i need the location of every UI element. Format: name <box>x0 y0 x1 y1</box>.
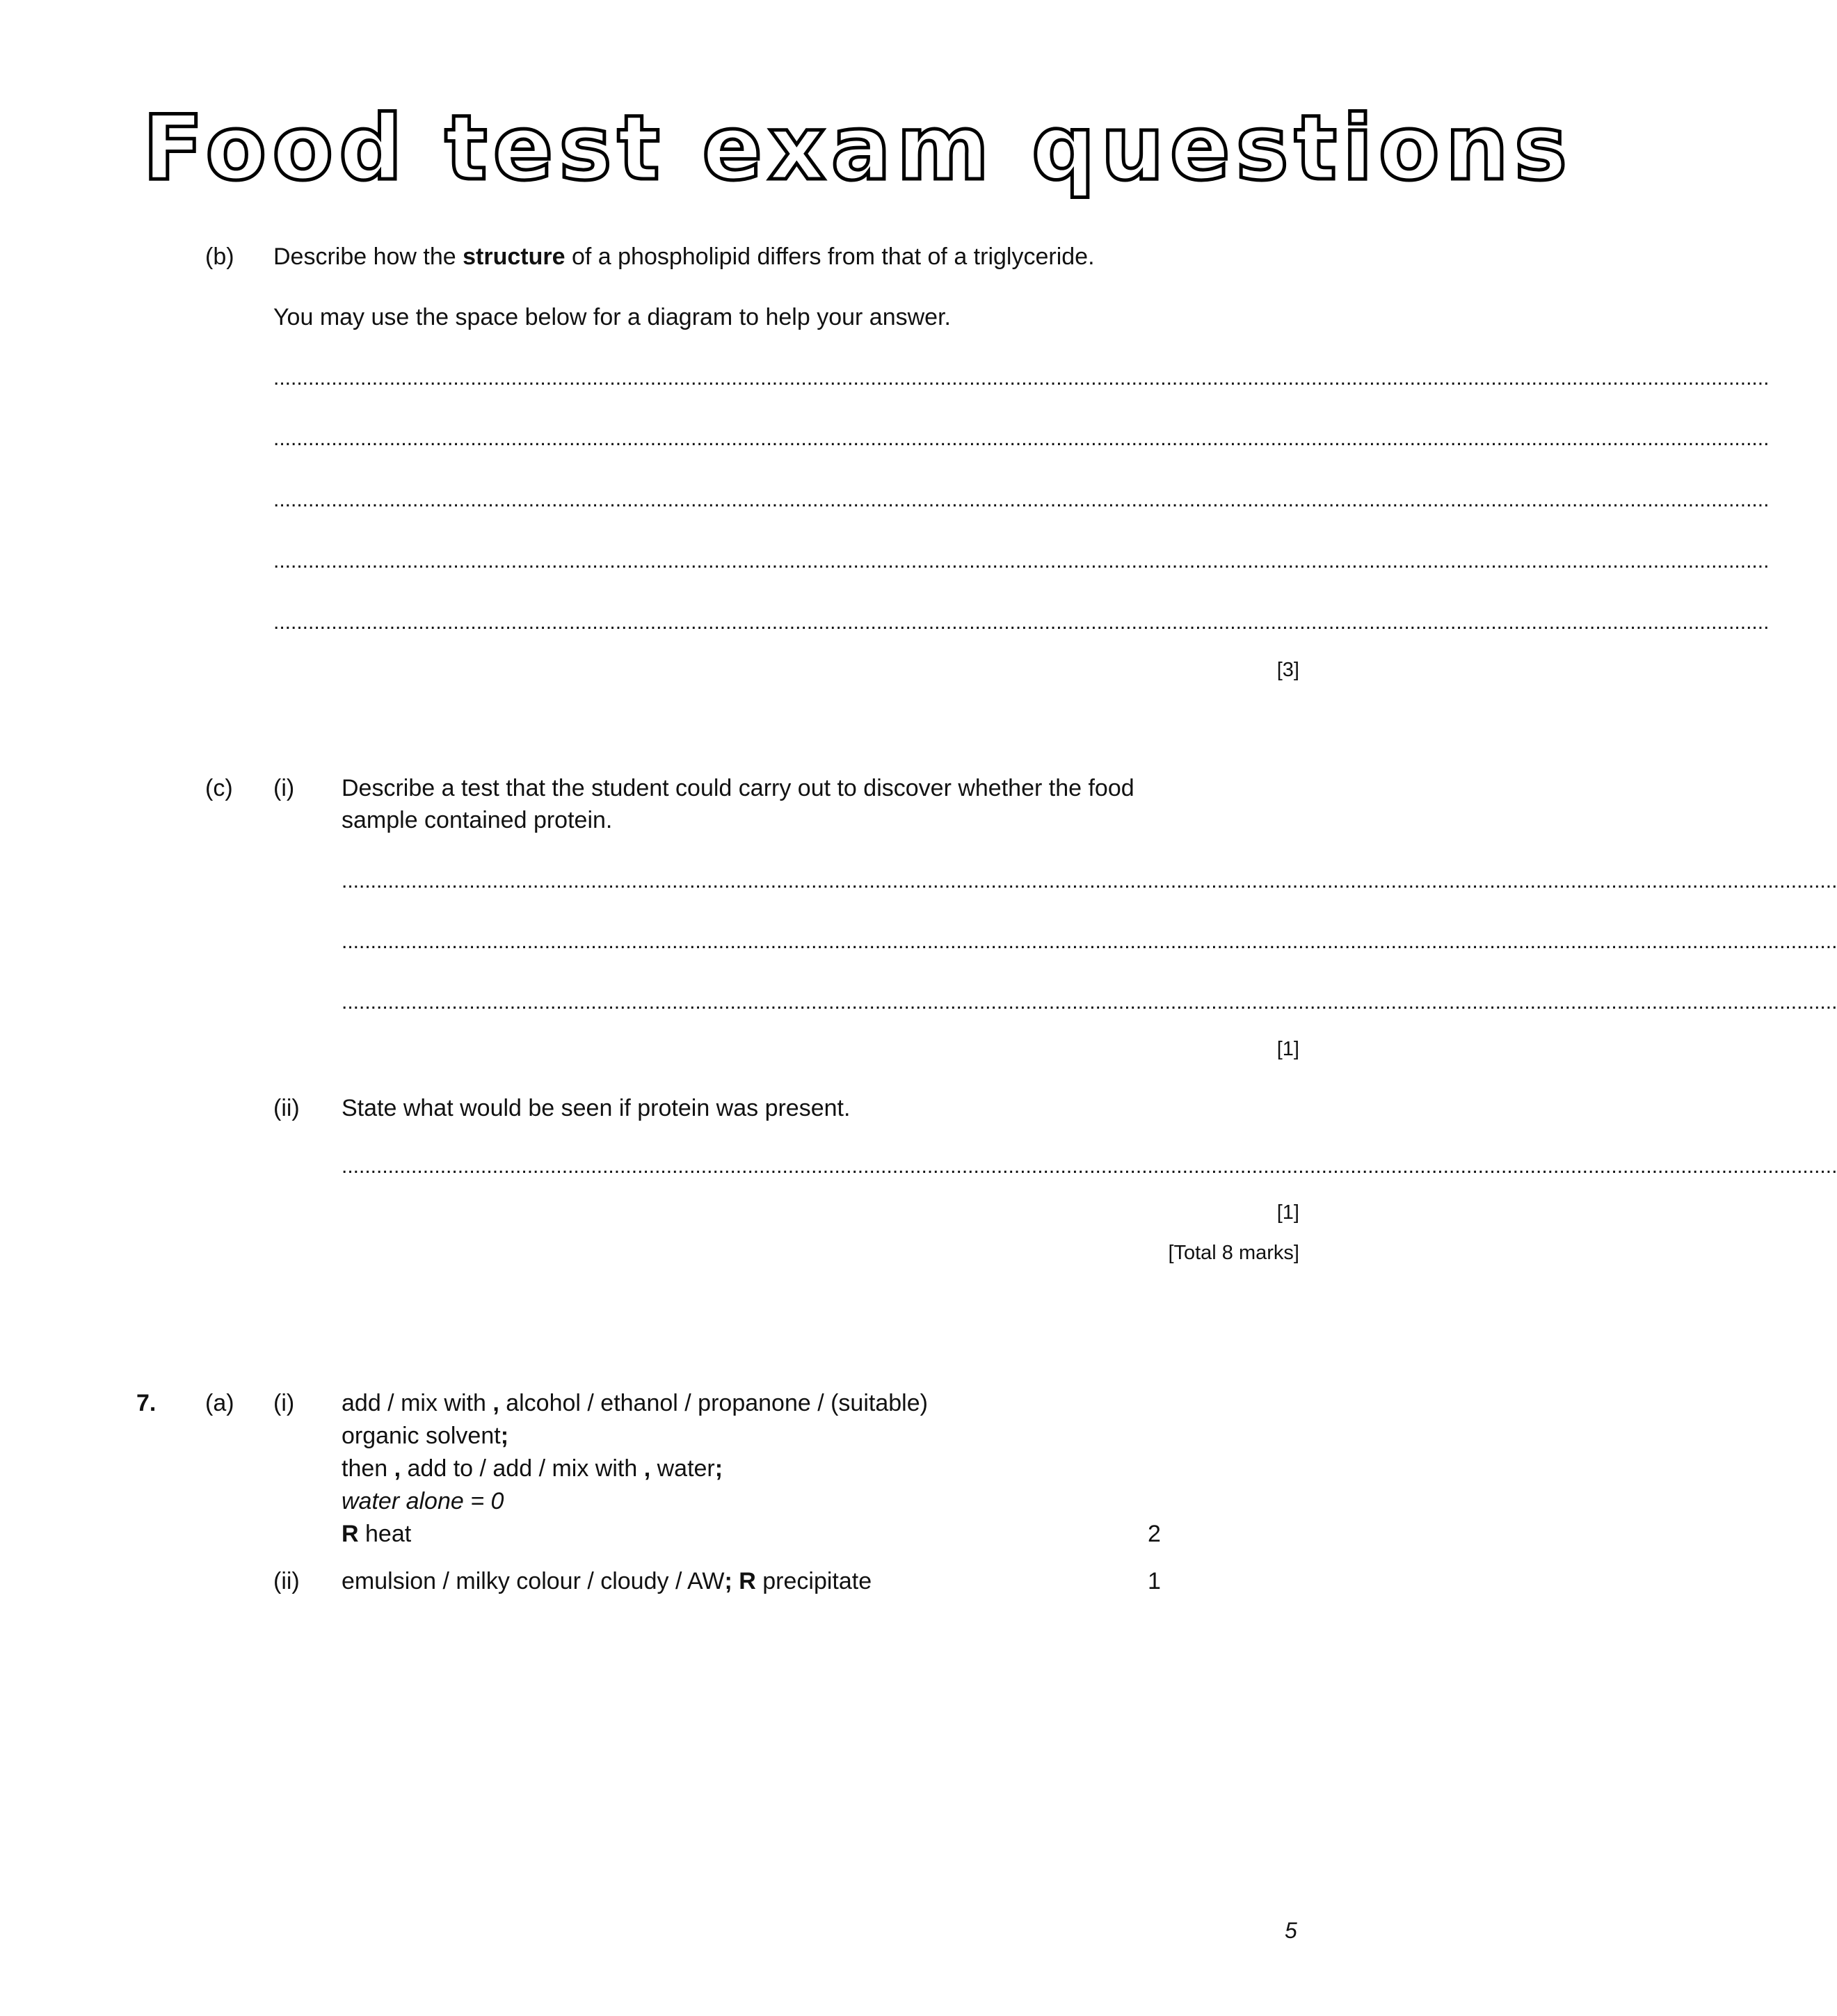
page-number: 5 <box>1285 1918 1297 1943</box>
text-run-bold: , <box>643 1455 651 1482</box>
part-c-i-line1: Describe a test that the student could carry out to discover whether the food <box>342 775 1134 801</box>
text-run: add / mix with <box>342 1390 493 1416</box>
answer-line <box>273 548 1084 575</box>
answer-line <box>273 609 1084 636</box>
text-run-bold: ; <box>500 1423 509 1449</box>
part-b-note: You may use the space below for a diagram to help your answer. <box>273 304 951 330</box>
answer-line <box>342 868 1091 895</box>
q7-part-label: (a) <box>205 1390 234 1416</box>
part-c-ii-text: State what would be seen if protein was present. <box>342 1095 851 1121</box>
text-run-bold: ; <box>724 1568 732 1594</box>
text-run: add to / add / mix with <box>401 1455 644 1482</box>
text-run-bold: ; <box>714 1455 723 1482</box>
q7-ii-mark: 1 <box>1148 1568 1161 1594</box>
question-number: 7. <box>136 1390 157 1416</box>
part-b-prompt-post: of a phospholipid differs from that of a triglyceride. <box>565 243 1095 270</box>
part-b-prompt-bold: structure <box>463 243 565 270</box>
text-run-bold: , <box>492 1390 499 1416</box>
q7-i-line1 <box>342 1389 928 1418</box>
part-c-ii-label: (ii) <box>273 1095 300 1121</box>
text-run-bold: R <box>732 1568 756 1594</box>
q7-ii-label: (ii) <box>273 1568 300 1594</box>
part-b-prompt <box>273 242 1095 272</box>
part-c-label: (c) <box>205 775 233 801</box>
text-run: organic solvent <box>342 1423 501 1449</box>
q7-i-line3 <box>342 1454 723 1484</box>
part-c-i-label: (i) <box>273 775 295 801</box>
answer-line <box>342 929 1091 955</box>
text-run: water <box>650 1455 715 1482</box>
part-c-ii-marks: [1] <box>1276 1201 1299 1224</box>
part-b-prompt-pre: Describe how the <box>273 243 463 270</box>
page-title: Food test exam questions <box>143 97 1573 200</box>
q7-i-line4: water alone = 0 <box>342 1488 504 1514</box>
text-run: emulsion / milky colour / cloudy / AW <box>342 1568 725 1594</box>
answer-line <box>273 487 1084 513</box>
q7-ii-text <box>342 1567 872 1597</box>
total-marks: [Total 8 marks] <box>1168 1242 1299 1264</box>
q7-i-mark: 2 <box>1148 1521 1161 1547</box>
answer-line <box>342 989 1091 1016</box>
part-b-marks: [3] <box>1276 659 1299 681</box>
part-c-i-line2: sample contained protein. <box>342 807 613 833</box>
text-run: alcohol / ethanol / propanone / (suitable) <box>499 1390 928 1416</box>
answer-line <box>342 1153 1091 1180</box>
text-run: heat <box>358 1521 412 1547</box>
text-run-bold: , <box>394 1455 401 1482</box>
q7-i-line2 <box>342 1421 508 1451</box>
answer-line <box>273 426 1084 452</box>
text-run-bold: R <box>342 1521 359 1547</box>
text-run: precipitate <box>755 1568 872 1594</box>
q7-i-line5 <box>342 1519 411 1549</box>
answer-line <box>273 365 1084 392</box>
text-run: then <box>342 1455 394 1482</box>
q7-i-label: (i) <box>273 1390 295 1416</box>
part-b-label: (b) <box>205 243 234 270</box>
part-c-i-marks: [1] <box>1276 1038 1299 1060</box>
